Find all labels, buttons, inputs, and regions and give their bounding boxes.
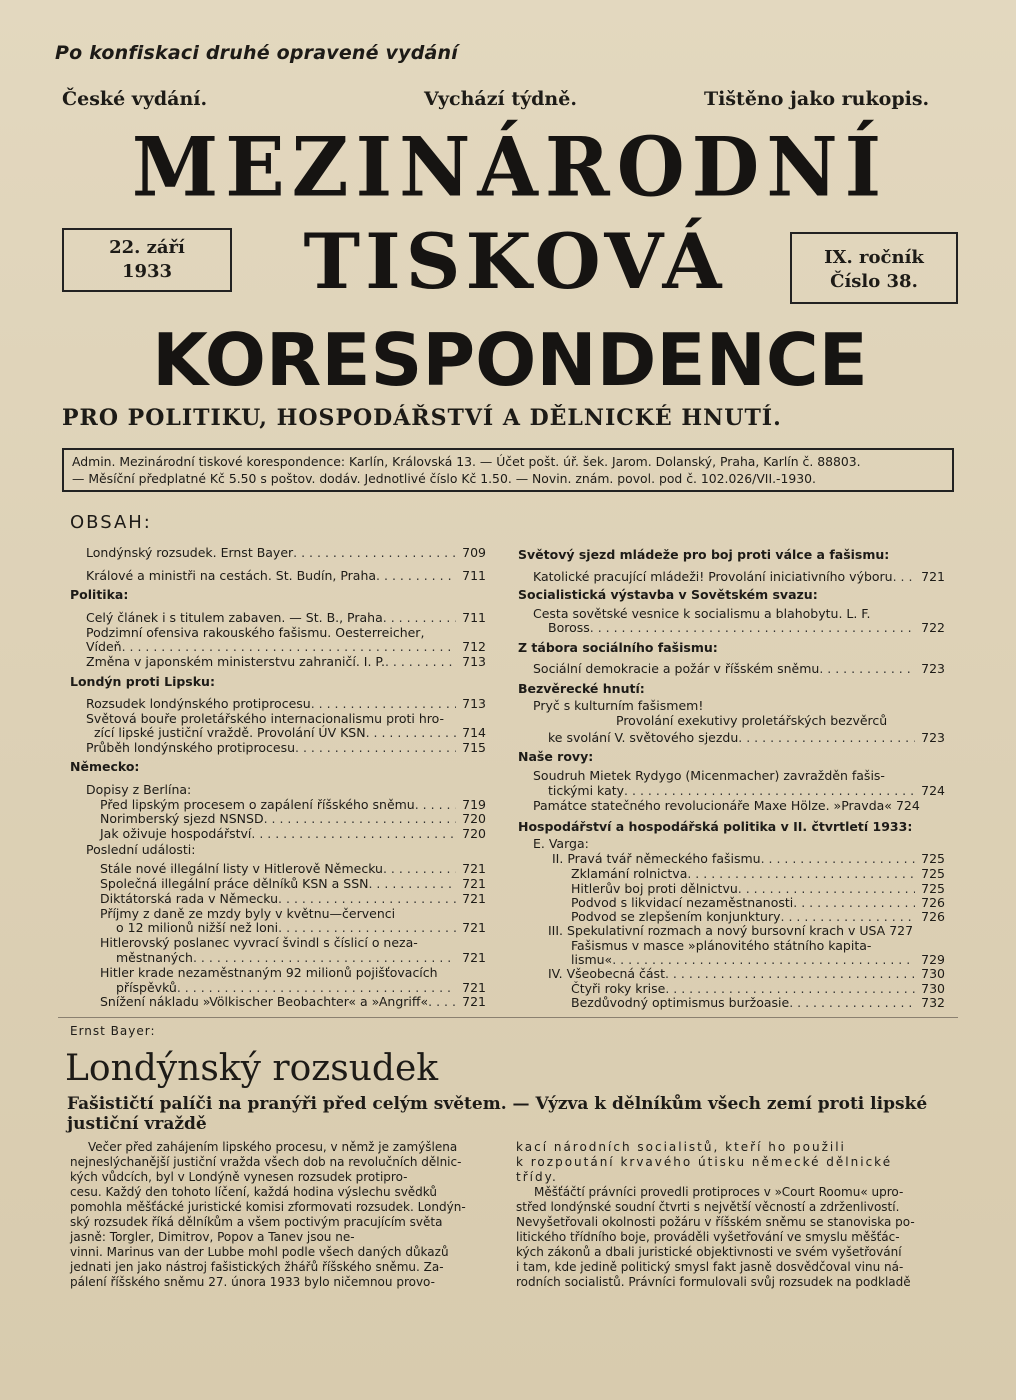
toc-entry[interactable]: městnaných . . . 721 [116, 951, 486, 964]
issue-number: Číslo 38. [830, 271, 918, 292]
toc-entry[interactable]: Světová bouře proletářského internacionalismu proti hro- [86, 711, 445, 726]
article-line: Nevyšetřovali okolnosti požáru v říšském sněmu se stanoviska po- [516, 1215, 915, 1229]
article-line: třídy. [516, 1170, 558, 1184]
article-line: střed londýnské soudní čtvrti s největší věcností a zdrženlivostí. [516, 1200, 900, 1214]
toc-entry[interactable]: Hitler krade nezaměstnaným 92 milionů pojišťovacích [100, 965, 438, 980]
toc-entry[interactable]: Norimberský sjezd NSNSD . . . 720 [100, 812, 486, 825]
toc-entry[interactable]: Změna v japonském ministerstvu zahraničí. I. P. . . . 713 [86, 655, 486, 668]
toc-entry[interactable]: Před lipským procesem o zapálení říšského sněmu . . . 719 [100, 798, 486, 811]
toc-section-tabora: Z tábora sociálního fašismu: [518, 640, 718, 655]
toc-entry[interactable]: Jak oživuje hospodářství . . . 720 [100, 827, 486, 840]
toc-entry[interactable]: příspěvků . . . 721 [116, 981, 486, 994]
toc-entry[interactable]: Snížení nákladu »Völkischer Beobachter« a »Angriff« . . . 721 [100, 995, 486, 1008]
toc-entry[interactable]: Zklamání rolnictva . . . 725 [571, 867, 945, 880]
date-box-day: 22. září [109, 237, 185, 258]
toc-section-politika: Politika: [70, 587, 129, 602]
edition-label: České vydání. [62, 88, 208, 110]
toc-entry[interactable]: Celý článek i s titulem zabaven. — St. B., Praha . . . 711 [86, 611, 486, 624]
issue-box [790, 232, 958, 304]
toc-entry[interactable]: Rozsudek londýnského protiprocesu . . . 713 [86, 697, 486, 710]
article-line: kací národních socialistů, kteří ho použili [516, 1140, 846, 1154]
toc-entry[interactable]: Pryč s kulturním fašismem! [533, 698, 704, 713]
article-line: pálení říšského sněmu 27. února 1933 bylo ničemnou provo- [70, 1275, 435, 1289]
toc-entry[interactable]: Boross . . . 722 [548, 621, 945, 634]
toc-entry[interactable]: Bezdůvodný optimismus buržoasie . . . 732 [571, 996, 945, 1009]
toc-entry[interactable]: Králové a ministři na cestách. St. Budín, Praha . . . 711 [86, 569, 486, 582]
confiscation-note: Po konfiskaci druhé opravené vydání [55, 42, 458, 64]
toc-entry[interactable]: Vídeň . . . 712 [86, 640, 486, 653]
toc-entry[interactable]: Památce statečného revolucionáře Maxe Hölze. »Pravda« 724 [533, 798, 920, 813]
article-line: litického třídního boje, prováděli vyšetřování ve smyslu měšťác- [516, 1230, 900, 1244]
print-label: Tištěno jako rukopis. [704, 88, 930, 110]
article-column-2 [516, 1140, 944, 1290]
toc-section-nemecko: Německo: [70, 759, 140, 774]
toc-entry[interactable]: Čtyři roky krise . . . 730 [571, 982, 945, 995]
article-title: Londýnský rozsudek [65, 1048, 439, 1089]
masthead-line-1: MEZINÁRODNÍ [131, 119, 889, 216]
toc-entry[interactable]: zící lipské justiční vraždě. Provolání ÚV KSN . . . 714 [94, 726, 486, 739]
toc-entry[interactable]: Podvod s likvidací nezaměstnanosti . . . 726 [571, 896, 945, 909]
masthead-subtitle: PRO POLITIKU, HOSPODÁŘSTVÍ A DĚLNICKÉ HNUTÍ. [62, 405, 782, 431]
toc-entry[interactable]: Soudruh Mietek Rydygo (Micenmacher) zavražděn fašis- [533, 768, 885, 783]
toc-entry[interactable]: III. Spekulativní rozmach a nový bursovní krach v USA 727 [548, 923, 914, 938]
article-byline: Ernst Bayer: [70, 1024, 156, 1038]
toc-heading: OBSAH: [70, 512, 152, 533]
toc-entry[interactable]: Podvod se zlepšením konjunktury . . . 726 [571, 910, 945, 923]
admin-line-1: Admin. Mezinárodní tiskové korespondence: Karlín, Královská 13. — Účet pošt. úř. šek. Jarom. Dolanský, Praha, Karlín č. 88803. [72, 454, 861, 469]
toc-entry[interactable]: o 12 milionů nižší než loni . . . 721 [116, 921, 486, 934]
date-box [62, 228, 232, 292]
toc-entry[interactable]: Londýnský rozsudek. Ernst Bayer . . . 709 [86, 546, 486, 559]
frequency-label: Vychází týdně. [424, 88, 577, 110]
article-line: cesu. Každý den tohoto líčení, každá hodina výslechu svědků [70, 1185, 437, 1199]
toc-entry[interactable]: Hitlerovský poslanec vyvrací švindl s číslicí o neza- [100, 935, 418, 950]
article-line: kých vůdcích, byl v Londýně vynesen rozsudek protipro- [70, 1170, 408, 1184]
toc-entry[interactable]: Cesta sovětské vesnice k socialismu a blahobytu. L. F. [533, 606, 871, 621]
toc-entry[interactable]: ke svolání V. světového sjezdu . . . 723 [548, 731, 945, 744]
toc-entry[interactable]: Sociální demokracie a požár v říšském sněmu . . . 723 [533, 662, 945, 675]
article-line: ský rozsudek říká dělníkům a všem poctivým pracujícím světa [70, 1215, 443, 1229]
section-divider [58, 1017, 958, 1018]
toc-section-hospodarstvi: Hospodářství a hospodářská politika v II. čtvrtletí 1933: [518, 819, 913, 834]
toc-entry[interactable]: Stále nové illegální listy v Hitlerově Německu . . . 721 [100, 862, 486, 875]
article-line: pomohla měšťácké juristické komisi zformovati rozsudek. Londýn- [70, 1200, 466, 1214]
toc-section-bezverecke: Bezvěrecké hnutí: [518, 681, 645, 696]
article-line: i tam, kde jedině politický smysl fakt jasně dosvědčoval vinu ná- [516, 1260, 904, 1274]
toc-entry[interactable]: Fašismus v masce »plánovitého státního kapita- [571, 938, 872, 953]
toc-entry[interactable]: Společná illegální práce dělníků KSN a SSN . . . 721 [100, 877, 486, 890]
toc-entry[interactable]: II. Pravá tvář německého fašismu . . . 725 [552, 852, 945, 865]
masthead-line-2: TISKOVÁ [303, 217, 727, 306]
article-column-1 [70, 1140, 498, 1290]
article-line: Večer před zahájením lipského procesu, v němž je zamýšlena [88, 1140, 458, 1154]
article-line: Měšťáčtí právníci provedli protiproces v »Court Roomu« upro- [534, 1185, 904, 1199]
article-line: rodních socialistů. Právníci formulovali svůj rozsudek na podkladě [516, 1275, 911, 1289]
issue-volume: IX. ročník [824, 247, 924, 268]
toc-author: E. Varga: [533, 836, 589, 851]
toc-entry[interactable]: tickými katy . . . 724 [548, 784, 945, 797]
toc-entry[interactable]: Hitlerův boj proti dělnictvu . . . 725 [571, 882, 945, 895]
article-line: kých zákonů a dbali juristické objektivnosti ve svém vyšetřování [516, 1245, 902, 1259]
toc-entry[interactable]: Provolání exekutivy proletářských bezvěrců [616, 713, 888, 728]
article-line: k rozpoutání krvavého útisku německé dělnické [516, 1155, 893, 1169]
toc-section-nase: Naše rovy: [518, 749, 594, 764]
toc-section-svetovy: Světový sjezd mládeže pro boj proti válce a fašismu: [518, 547, 890, 562]
toc-entry[interactable]: Podzimní ofensiva rakouského fašismu. Oesterreicher, [86, 625, 425, 640]
article-subtitle: Fašističtí palíči na pranýři před celým světem. — Výzva k dělníkům všech zemí proti lipské justiční vraždě [67, 1094, 928, 1134]
article-line: jednati jen jako nástroj fašistických žhářů říšského sněmu. Za- [70, 1260, 444, 1274]
admin-line-2: — Měsíční předplatné Kč 5.50 s poštov. dodáv. Jednotlivé číslo Kč 1.50. — Novin. znám. povol. pod č. 102.026/VII.-1930. [72, 471, 816, 486]
toc-entry[interactable]: Průběh londýnského protiprocesu . . . 715 [86, 741, 486, 754]
toc-subsection-dopisy: Dopisy z Berlína: [86, 782, 192, 797]
article-line: nejneslýchanější justiční vražda všech dob na revolučních dělnic- [70, 1155, 462, 1169]
date-box-year: 1933 [121, 261, 173, 282]
toc-section-socialisticka: Socialistická výstavba v Sovětském svazu: [518, 587, 818, 602]
toc-entry[interactable]: Diktátorská rada v Německu . . . 721 [100, 892, 486, 905]
article-line: jasně: Torgler, Dimitrov, Popov a Tanev jsou ne- [70, 1230, 355, 1244]
toc-entry[interactable]: IV. Všeobecná část . . . 730 [548, 967, 945, 980]
article-line: vinni. Marinus van der Lubbe mohl podle všech daných důkazů [70, 1245, 449, 1259]
admin-box [62, 448, 954, 492]
toc-subsection-posledni: Poslední události: [86, 842, 196, 857]
toc-entry[interactable]: Příjmy z daně ze mzdy byly v květnu—červenci [100, 906, 396, 921]
masthead-line-3: KORESPONDENCE [152, 318, 868, 402]
toc-section-londyn: Londýn proti Lipsku: [70, 674, 215, 689]
toc-entry[interactable]: Katolické pracující mládeži! Provolání iniciativního výboru . . . 721 [533, 570, 945, 583]
toc-entry[interactable]: lismu« . . . 729 [571, 953, 945, 966]
